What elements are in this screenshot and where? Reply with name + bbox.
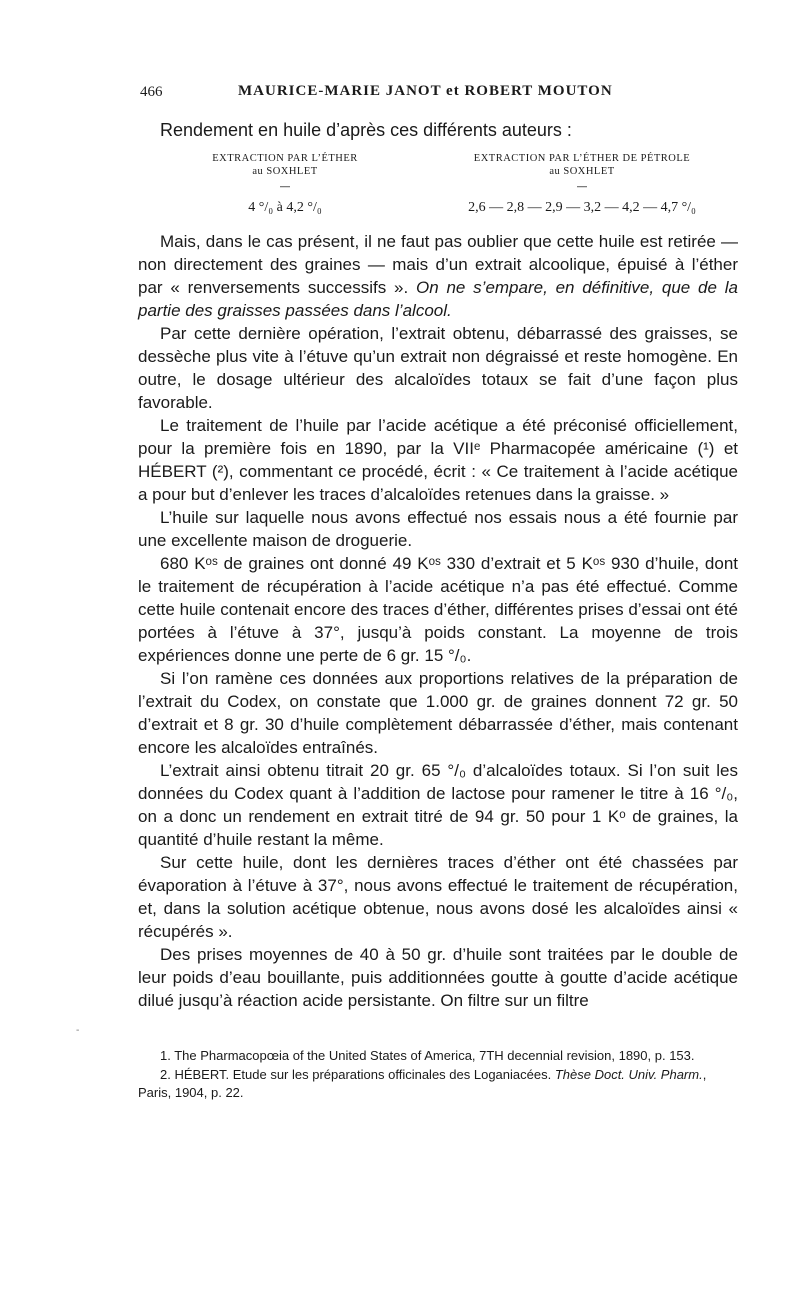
column-value: 4 °/₀ à 4,2 °/₀ [248,200,322,215]
margin-mark: - [76,1025,80,1036]
paragraph: Le traitement de l’huile par l’acide acétique a été préconisé officiellement, pour la première fois en 1890, par la VIIᵉ Pharmacopée américaine (¹) et HÉBERT (²), commentant ce procédé, écrit : « Ce traitement à l’acide acétique a pour but d’enlever les traces d’alcaloïdes retenues dans la graisse. » [138,416,738,504]
petroleum-ether-column [422,152,742,216]
paragraph: Sur cette huile, dont les dernières traces d’éther ont été chassées par évaporation à l’étuve à 37°, nous avons effectué le traitement de récupération, et, dans la solution acétique obtenue, nous avons dosé les alcaloïdes ainsi « récupérés ». [138,853,738,941]
paragraph: L’extrait ainsi obtenu titrait 20 gr. 65 °/₀ d’alcaloïdes totaux. Si l’on suit les données du Codex quant à l’addition de lactose pour ramener le titre à 16 °/₀, on a donc un rendement en extrait titré de 94 gr. 50 pour 1 Kᵒ de graines, la quantité d’huile restant la même. [138,761,738,849]
column-heading-line1: EXTRACTION PAR L’ÉTHER DE PÉTROLE [473,153,691,164]
ether-column [180,152,390,216]
footnote [138,1066,738,1102]
paragraph-text: Mais, dans le cas présent, il ne faut pas oublier que cette huile est retirée — non directement des graines — mais d’un extrait alcoolique, épuisé à l’éther par « renversements successifs ». [138,232,738,297]
paragraph: Des prises moyennes de 40 à 50 gr. d’huile sont traitées par le double de leur poids d’eau bouillante, puis additionnées goutte à goutte d’acide acétique dilué jusqu’à réaction acide persistante. On filtre sur un filtre [138,945,738,1010]
column-heading-line2: au SOXHLET [252,166,318,177]
column-value: 2,6 — 2,8 — 2,9 — 3,2 — 4,2 — 4,7 °/₀ [468,200,696,215]
column-heading [180,152,390,178]
paragraph: Si l’on ramène ces données aux proportions relatives de la préparation de l’extrait du Codex, on constate que 1.000 gr. de graines donnent 72 gr. 50 d’extrait et 8 gr. 30 d’huile complètement débarrassée d’éther, mais contenant encore les alcaloïdes entraînés. [138,669,738,757]
page-number: 466 [140,84,163,100]
intro-line: Rendement en huile d’après ces différents auteurs : [160,120,572,140]
paragraph: Par cette dernière opération, l’extrait obtenu, débarrassé des graisses, se dessèche plus vite à l’étuve qu’un extrait non dégraissé et reste homogène. En outre, le dosage ultérieur des alcaloïdes totaux se fait d’une façon plus favorable. [138,324,738,412]
body-text [138,230,738,1012]
paragraph: 680 Kᵒˢ de graines ont donné 49 Kᵒˢ 330 d’extrait et 5 Kᵒˢ 930 d’huile, dont le traitement de récupération à l’acide acétique n’a pas été effectué. Comme cette huile contenait encore des traces d’éther, différentes prises d’essai ont été portées à l’étuve à 37°, jusqu’à poids constant. La moyenne de trois expériences donne une perte de 6 gr. 15 °/₀. [138,554,738,665]
footnotes [138,1047,738,1103]
column-dash: — [279,180,291,193]
paragraph-italic: On ne s’empare, en définitive, que de la partie des graisses passées dans l’alcool. [138,278,738,320]
paragraph: L’huile sur laquelle nous avons effectué nos essais nous a été fournie par une excellente maison de droguerie. [138,508,738,550]
column-heading-line2: au SOXHLET [549,166,615,177]
paragraph [138,230,738,322]
column-dash: — [576,180,588,193]
yield-table [140,152,740,222]
column-heading-line1: EXTRACTION PAR L’ÉTHER [212,153,358,164]
column-heading [422,152,742,178]
running-title: MAURICE-MARIE JANOT et ROBERT MOUTON [238,83,613,99]
footnote-tail: , Paris, 1904, p. 22. [138,1067,707,1100]
running-head [140,84,740,106]
footnote: 1. The Pharmacopœia of the United States of America, 7TH decennial revision, 1890, p. 153. [160,1048,695,1063]
footnote-text: 2. HÉBERT. Etude sur les préparations officinales des Loganiacées. [160,1067,552,1082]
footnote-italic: Thèse Doct. Univ. Pharm. [554,1067,703,1082]
